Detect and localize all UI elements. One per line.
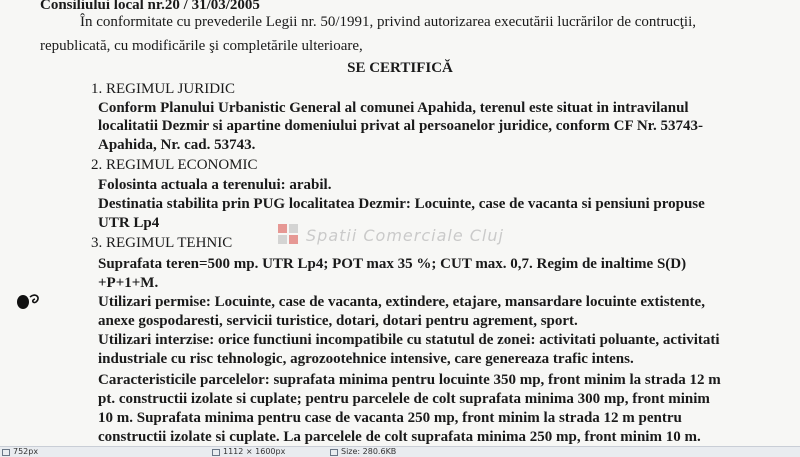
- width-icon: [2, 449, 10, 456]
- section-3-line-8: pt. constructii izolate si cuplate; pentru parcelele de colt suprafata minima 300 mp, front minim: [98, 391, 710, 407]
- certifies-heading: SE CERTIFICĂ: [347, 60, 453, 76]
- section-3-line-2: +P+1+M.: [98, 275, 159, 291]
- section-3-line-4: anexe gospodaresti, servicii turistice, dotari, dotari pentru agrement, sport.: [98, 313, 578, 329]
- section-3-line-9: 10 m. Suprafata minima pentru case de vacanta 250 mp, front minim la strada 12 m pentru: [98, 410, 682, 426]
- handwritten-mark-icon: [14, 290, 44, 312]
- status-bar: [0, 446, 800, 457]
- watermark-logo-icon: [278, 224, 300, 246]
- section-3-line-10: constructii izolate si cuplate. La parcelele de colt suprafata minima 250 mp, front minim 10 m.: [98, 429, 701, 445]
- status-dimensions-label: 1112 × 1600px: [223, 447, 286, 456]
- section-1-line-2: localitatii Dezmir si apartine domeniului privat al persoanelor juridice, conform CF Nr. 53743-: [98, 118, 703, 134]
- intro-line-1: În conformitate cu prevederile Legii nr. 50/1991, privind autorizarea executării lucrărilor de contrucţii,: [80, 14, 696, 30]
- section-3-line-1: Suprafata teren=500 mp. UTR Lp4; POT max 35 %; CUT max. 0,7. Regim de inaltime S(D): [98, 256, 687, 272]
- section-1-line-1: Conform Planului Urbanistic General al comunei Apahida, terenul este situat in intravilanul: [98, 100, 689, 116]
- section-3-line-6: industriale cu risc tehnologic, agrozootehnice intensive, care genereaza trafic intens.: [98, 351, 634, 367]
- watermark: [278, 222, 504, 248]
- section-3-line-5: Utilizari interzise: orice functiuni incompatibile cu statutul de zonei: activitati poluante, activitati: [98, 332, 720, 348]
- watermark-text: Spatii Comerciale Cluj: [306, 225, 504, 245]
- section-3-line-7: Caracteristicile parcelelor: suprafata minima pentru locuinte 350 mp, front minim la strada 12 m: [98, 372, 721, 388]
- section-2-line-3: UTR Lp4: [98, 215, 160, 231]
- section-2-line-2: Destinatia stabilita prin PUG localitatea Dezmir: Locuinte, case de vacanta si pensiuni propuse: [98, 196, 705, 212]
- section-2-title: 2. REGIMUL ECONOMIC: [91, 157, 258, 173]
- file-size-icon: [330, 449, 338, 456]
- status-width-label: 752px: [13, 447, 39, 456]
- header-line: Consiliului local nr.20 / 31/03/2005: [40, 0, 260, 13]
- section-1-line-3: Apahida, Nr. cad. 53743.: [98, 137, 256, 153]
- intro-line-2: republicată, cu modificările şi completările ulterioare,: [40, 38, 363, 54]
- section-3-title: 3. REGIMUL TEHNIC: [91, 235, 233, 251]
- dimensions-icon: [212, 449, 220, 456]
- section-1-title: 1. REGIMUL JURIDIC: [91, 81, 236, 97]
- section-2-line-1: Folosinta actuala a terenului: arabil.: [98, 177, 332, 193]
- section-3-line-3: Utilizari permise: Locuinte, case de vacanta, extindere, etajare, mansardare locuinte extistente,: [98, 294, 705, 310]
- status-size-label: Size: 280.6KB: [341, 447, 397, 456]
